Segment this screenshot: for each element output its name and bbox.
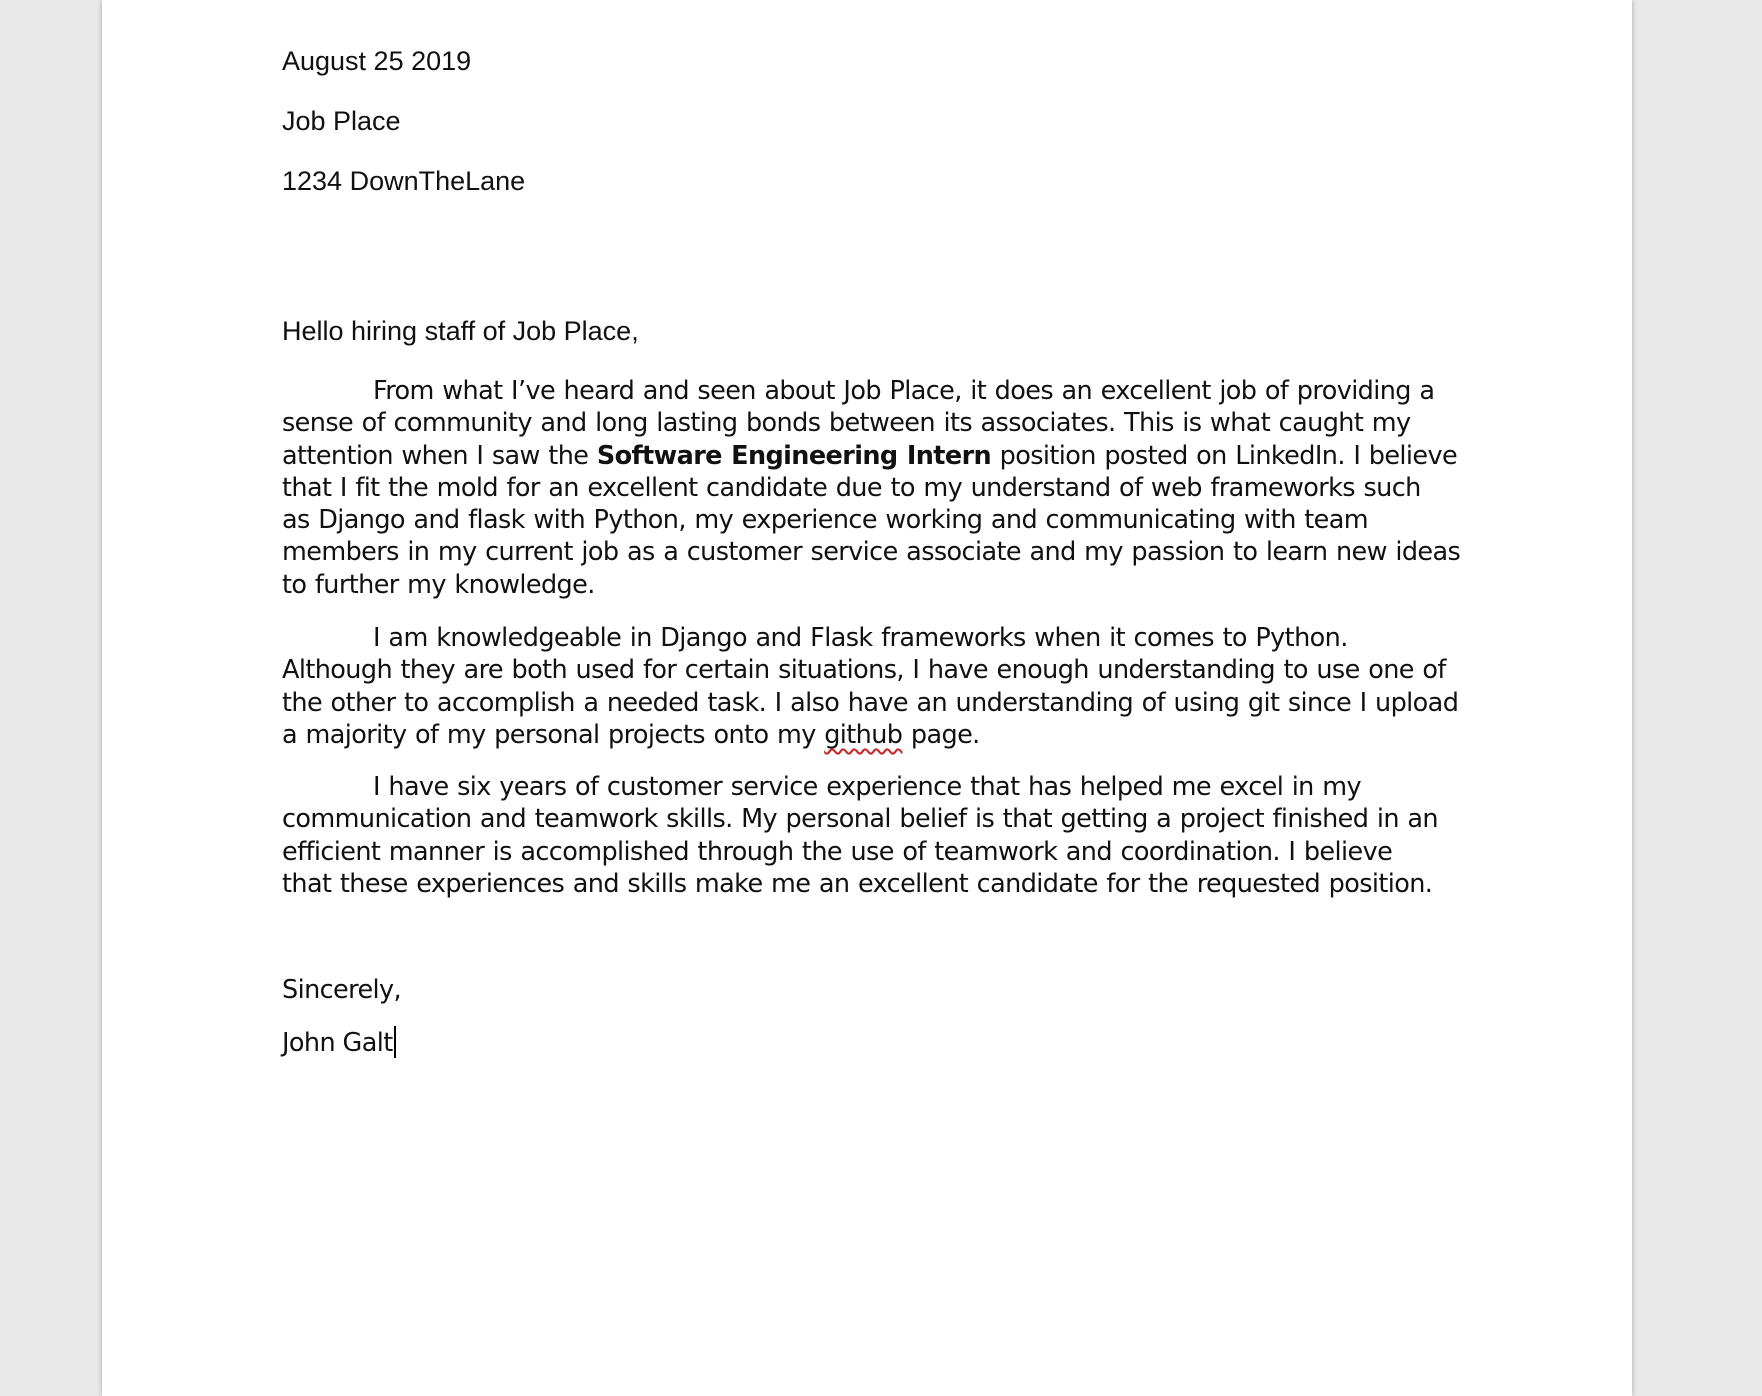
paragraph-line: the other to accomplish a needed task. I also have an understanding of using git since I upload	[282, 687, 1459, 718]
paragraph-text: From what I’ve heard and seen about Job Place, it does an excellent job of providing a	[373, 376, 1435, 406]
paragraph-2	[282, 622, 1459, 751]
paragraph-line: that I fit the mold for an excellent candidate due to my understand of web frameworks such	[282, 472, 1421, 503]
position-title: Software Engineering Intern	[596, 440, 992, 471]
recipient-company: Job Place	[282, 106, 401, 136]
paragraph-line	[282, 719, 1452, 751]
text-cursor	[394, 1026, 396, 1058]
paragraph-line: Although they are both used for certain situations, I have enough understanding to use one of	[282, 655, 1446, 686]
paragraph-line	[282, 622, 1452, 654]
paragraph-text: position posted on LinkedIn. I believe	[991, 440, 1458, 471]
paragraph-text: page.	[902, 719, 980, 750]
closing: Sincerely,	[282, 975, 402, 1005]
signature-name: John Galt	[282, 1028, 393, 1058]
paragraph-text: attention when I saw the	[282, 440, 597, 471]
paragraph-line	[282, 375, 1452, 407]
paragraph-text: I am knowledgeable in Django and Flask frameworks when it comes to Python.	[373, 623, 1348, 653]
signature-line	[282, 1026, 396, 1059]
paragraph-line	[282, 771, 1452, 803]
paragraph-line: as Django and flask with Python, my experience working and communicating with team	[282, 505, 1369, 536]
paragraph-line: to further my knowledge.	[282, 569, 595, 600]
document-page[interactable]	[102, 0, 1632, 1396]
paragraph-line	[282, 440, 1458, 472]
spellcheck-flagged-word[interactable]: github	[824, 719, 903, 750]
salutation: Hello hiring staff of Job Place,	[282, 316, 639, 346]
paragraph-text: I have six years of customer service experience that has helped me excel in my	[373, 772, 1361, 802]
paragraph-line: efficient manner is accomplished through the use of teamwork and coordination. I believe	[282, 836, 1393, 867]
paragraph-line: members in my current job as a customer service associate and my passion to learn new ideas	[282, 537, 1461, 568]
paragraph-1	[282, 375, 1461, 601]
paragraph-3	[282, 771, 1452, 900]
letter-date: August 25 2019	[282, 46, 472, 76]
recipient-address: 1234 DownTheLane	[282, 166, 526, 196]
paragraph-line: sense of community and long lasting bonds between its associates. This is what caught my	[282, 408, 1411, 439]
paragraph-line: that these experiences and skills make me an excellent candidate for the requested position.	[282, 868, 1433, 899]
paragraph-line: communication and teamwork skills. My personal belief is that getting a project finished in an	[282, 804, 1438, 835]
paragraph-text: a majority of my personal projects onto my	[282, 719, 825, 750]
